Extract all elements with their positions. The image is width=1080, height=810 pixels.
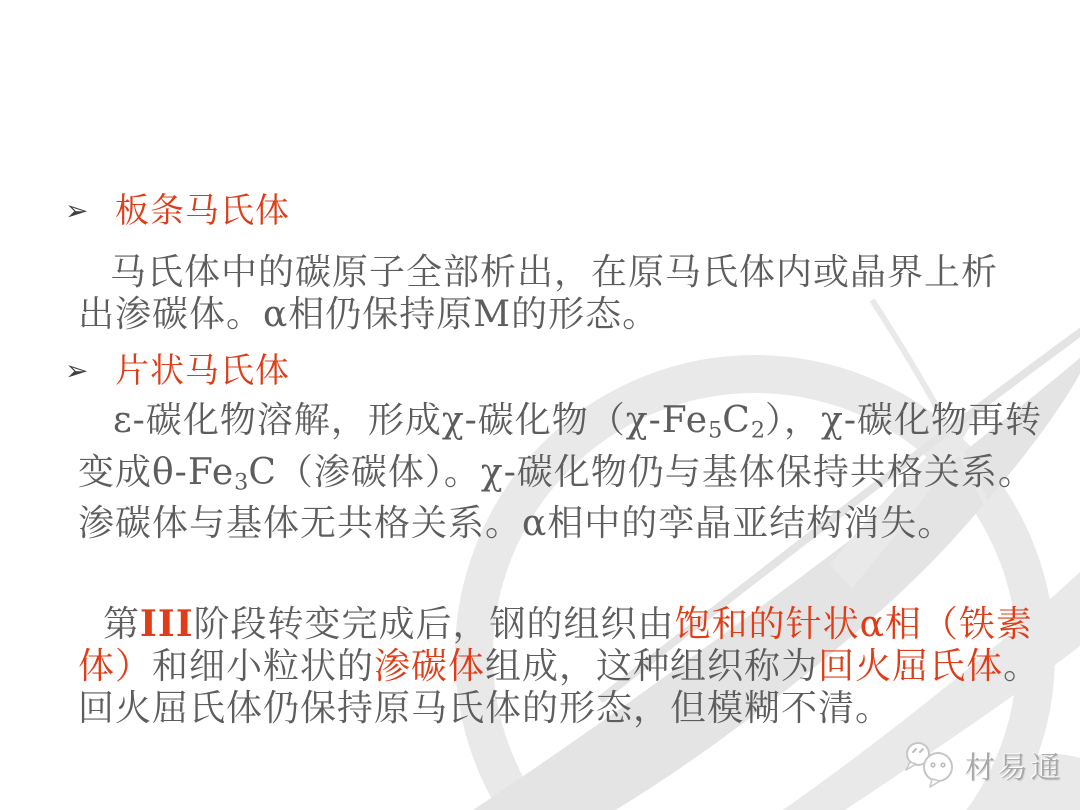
paragraph-lath-martensite	[78, 252, 1030, 336]
bullet-heading: 片状马氏体	[115, 351, 290, 391]
paragraph-stage3-summary	[78, 603, 1041, 730]
bullet-item-lath-martensite	[65, 190, 1030, 232]
text-line: 回火屈氏体仍保持原马氏体的形态，但模糊不清。	[78, 688, 893, 730]
brand-name: 材易通	[965, 751, 1064, 786]
chat-bubbles-icon	[902, 740, 960, 790]
text-line: 第III阶段转变完成后，钢的组织由饱和的针状α相（铁素	[103, 603, 1033, 646]
paragraph-plate-martensite	[78, 400, 1043, 545]
brand-logo	[902, 740, 1064, 790]
text-line: 马氏体中的碳原子全部析出，在原马氏体内或晶界上析	[110, 252, 999, 293]
arrow-bullet-icon: ➢	[65, 194, 90, 227]
arrow-bullet-icon: ➢	[65, 354, 90, 387]
text-line: 出渗碳体。α相仍保持原M的形态。	[78, 294, 660, 335]
text-line: 体）和细小粒状的渗碳体组成，这种组织称为回火屈氏体。	[78, 646, 1041, 688]
bullet-item-plate-martensite	[65, 350, 1030, 392]
text-line: 变成$\theta-Fe_3C$（渗碳体）。χ-碳化物仍与基体保持共格关系。	[78, 451, 1035, 496]
text-line: ε-碳化物溶解，形成χ-碳化物$(\chi-Fe_5C_2)$，χ-碳化物再转	[113, 400, 1043, 444]
text-line: 渗碳体与基体无共格关系。α相中的孪晶亚结构消失。	[78, 503, 955, 545]
bullet-heading: 板条马氏体	[115, 191, 290, 231]
slide-content	[65, 190, 1043, 730]
